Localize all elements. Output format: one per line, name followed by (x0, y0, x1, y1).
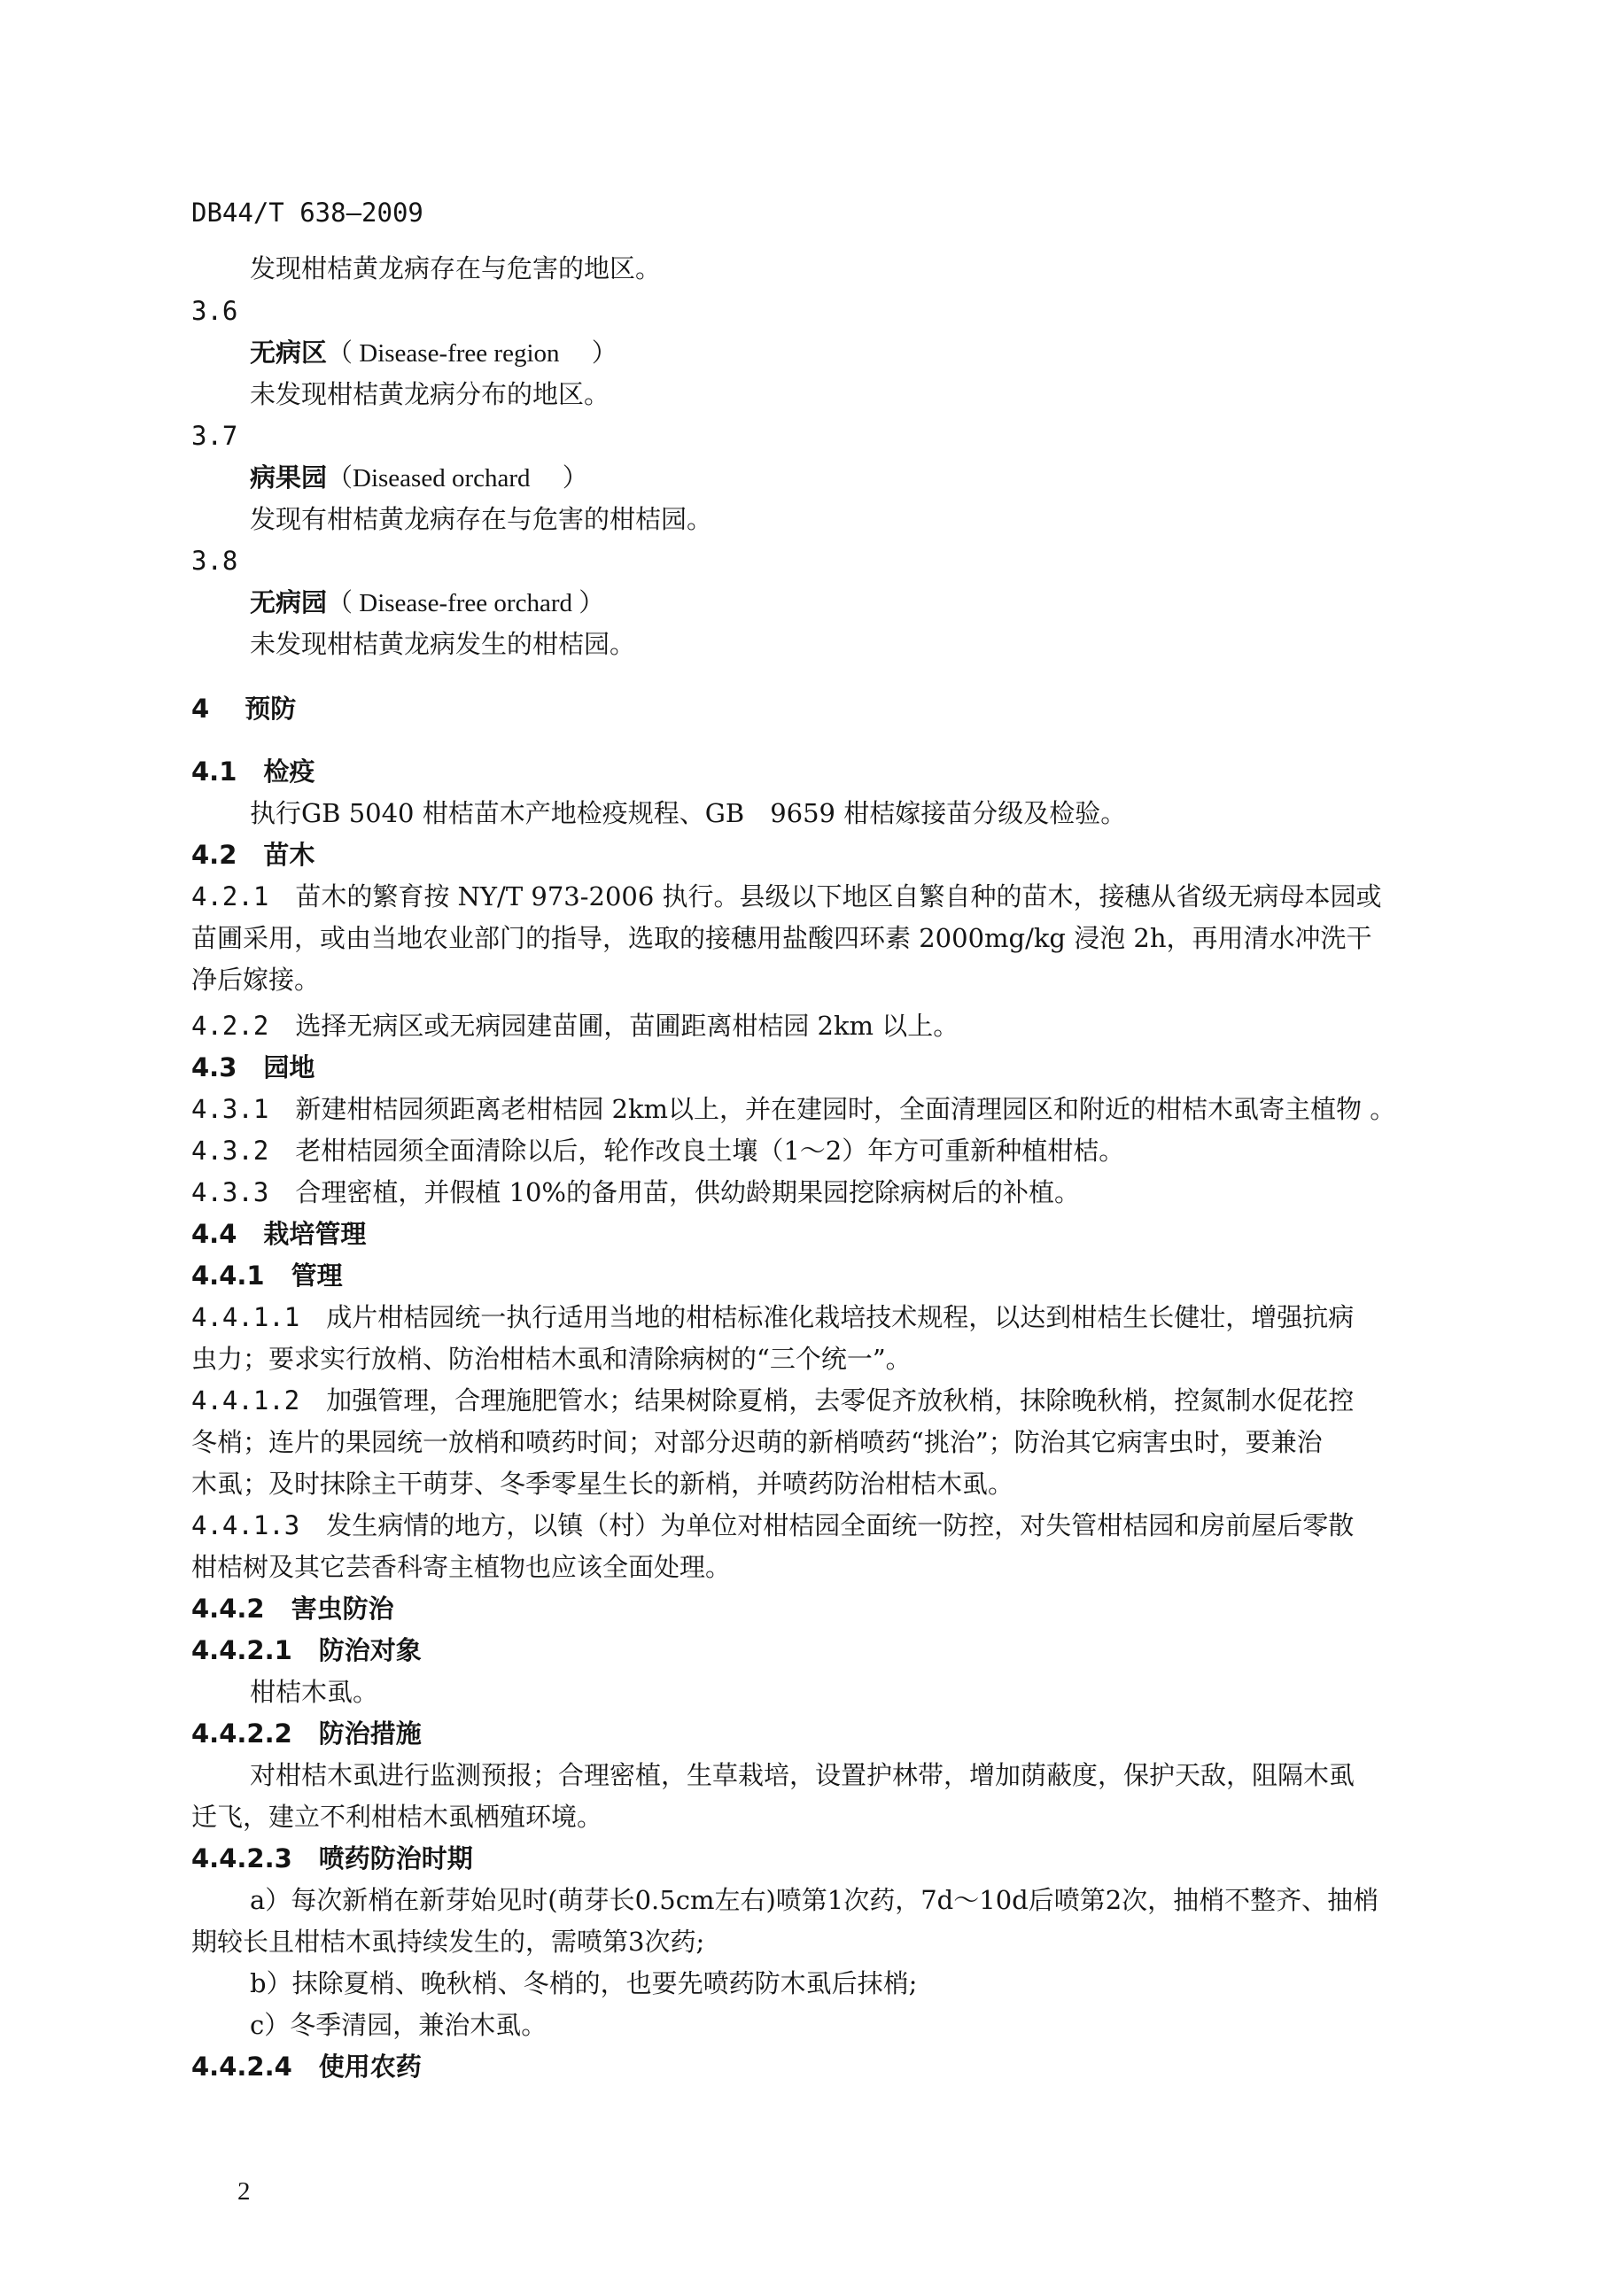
clause-heading: 4.4.2.2 防治措施 (191, 1718, 422, 1749)
paragraph-line: 4.2.2 选择无病区或无病园建苗圃，苗圃距离柑桔园 2km 以上。 (191, 1011, 959, 1041)
paragraph-line: 苗圃采用，或由当地农业部门的指导，选取的接穗用盐酸四环素 2000mg/kg 浸泡 2h，再用清水冲洗干 (191, 923, 1372, 953)
term-name: 病果园 (250, 462, 328, 493)
paragraph-line: 冬梢；连片的果园统一放梢和喷药时间；对部分迟萌的新梢喷药“挑治”；防治其它病害虫时，要兼治 (191, 1427, 1323, 1457)
list-item: 期较长且柑桔木虱持续发生的，需喷第3次药; (191, 1927, 705, 1957)
paragraph-line: 4.2.1 苗木的繁育按 NY/T 973-2006 执行。县级以下地区自繁自种的苗木，接穗从省级无病母本园或 (191, 881, 1382, 911)
paragraph-line: 净后嫁接。 (191, 965, 321, 995)
term-english: （ Disease-free orchard ） (327, 589, 605, 617)
term-english: （ Disease-free region ） (327, 339, 617, 368)
clause-heading: 4.4 栽培管理 (191, 1219, 367, 1249)
paragraph-line: 4.3.2 老柑桔园须全面清除以后，轮作改良土壤（1～2）年方可重新种植柑桔。 (191, 1136, 1125, 1166)
paragraph-line: 迁飞，建立不利柑桔木虱栖殖环境。 (191, 1802, 603, 1832)
clause-heading: 4.1 检疫 (191, 756, 315, 787)
clause-heading: 4.4.2.4 使用农药 (191, 2052, 422, 2082)
clause-heading: 4.4.2.3 喷药防治时期 (191, 1843, 473, 1873)
term-heading (250, 585, 604, 620)
clause-heading: 4.3 园地 (191, 1052, 315, 1082)
definition-text: 发现柑桔黄龙病存在与危害的地区。 (250, 253, 662, 283)
clause-heading: 4.2 苗木 (191, 840, 315, 870)
term-english: （Diseased orchard ） (327, 464, 588, 493)
definition-text: 未发现柑桔黄龙病分布的地区。 (250, 379, 610, 409)
paragraph-line: 4.4.1.3 发生病情的地方，以镇（村）为单位对柑桔园全面统一防控，对失管柑桔园和房前屋后零散 (191, 1510, 1355, 1540)
list-item: a）每次新梢在新芽始见时(萌芽长0.5cm左右)喷第1次药，7d～10d后喷第2次，抽梢不整齐、抽梢 (250, 1885, 1379, 1915)
clause-number: 3.7 (191, 421, 238, 451)
term-heading (250, 460, 588, 495)
clause-heading: 4.4.1 管理 (191, 1260, 343, 1291)
clause-number: 3.8 (191, 546, 238, 576)
term-name: 无病园 (250, 587, 328, 617)
paragraph-line: 对柑桔木虱进行监测预报；合理密植，生草栽培，设置护林带，增加荫蔽度，保护天敌，阻隔木虱 (250, 1760, 1355, 1790)
paragraph-line: 4.3.1 新建柑桔园须距离老柑桔园 2km以上，并在建园时，全面清理园区和附近的柑桔木虱寄主植物 。 (191, 1094, 1396, 1124)
term-heading (250, 335, 617, 370)
paragraph-line: 柑桔树及其它芸香科寄主植物也应该全面处理。 (191, 1552, 732, 1582)
page-number: 2 (237, 2177, 251, 2206)
paragraph-line: 4.3.3 合理密植，并假植 10%的备用苗，供幼龄期果园挖除病树后的补植。 (191, 1177, 1080, 1207)
clause-heading: 4.4.2 害虫防治 (191, 1594, 394, 1624)
document-code: DB44/T 638—2009 (191, 198, 423, 228)
section-heading: 4 预防 (191, 694, 297, 724)
clause-heading: 4.4.2.1 防治对象 (191, 1635, 422, 1665)
paragraph-line: 4.4.1.2 加强管理，合理施肥管水；结果树除夏梢，去零促齐放秋梢，抹除晚秋梢，控氮制水促花控 (191, 1385, 1355, 1416)
definition-text: 发现有柑桔黄龙病存在与危害的柑桔园。 (250, 504, 713, 534)
paragraph-line: 4.4.1.1 成片柑桔园统一执行适用当地的柑桔标准化栽培技术规程，以达到柑桔生长健壮，增强抗病 (191, 1302, 1355, 1332)
clause-number: 3.6 (191, 296, 238, 326)
paragraph-line: 木虱；及时抹除主干萌芽、冬季零星生长的新梢，并喷药防治柑桔木虱。 (191, 1469, 1014, 1499)
paragraph-line: 柑桔木虱。 (250, 1677, 379, 1707)
term-name: 无病区 (250, 337, 328, 368)
paragraph-line: 虫力；要求实行放梢、防治柑桔木虱和清除病树的“三个统一”。 (191, 1344, 912, 1374)
list-item: c）冬季清园，兼治木虱。 (250, 2010, 547, 2040)
list-item: b）抹除夏梢、晚秋梢、冬梢的，也要先喷药防木虱后抹梢; (250, 1968, 918, 1998)
paragraph-line: 执行GB 5040 柑桔苗木产地检疫规程、GB 9659 柑桔嫁接苗分级及检验。 (250, 798, 1127, 828)
definition-text: 未发现柑桔黄龙病发生的柑桔园。 (250, 629, 636, 659)
